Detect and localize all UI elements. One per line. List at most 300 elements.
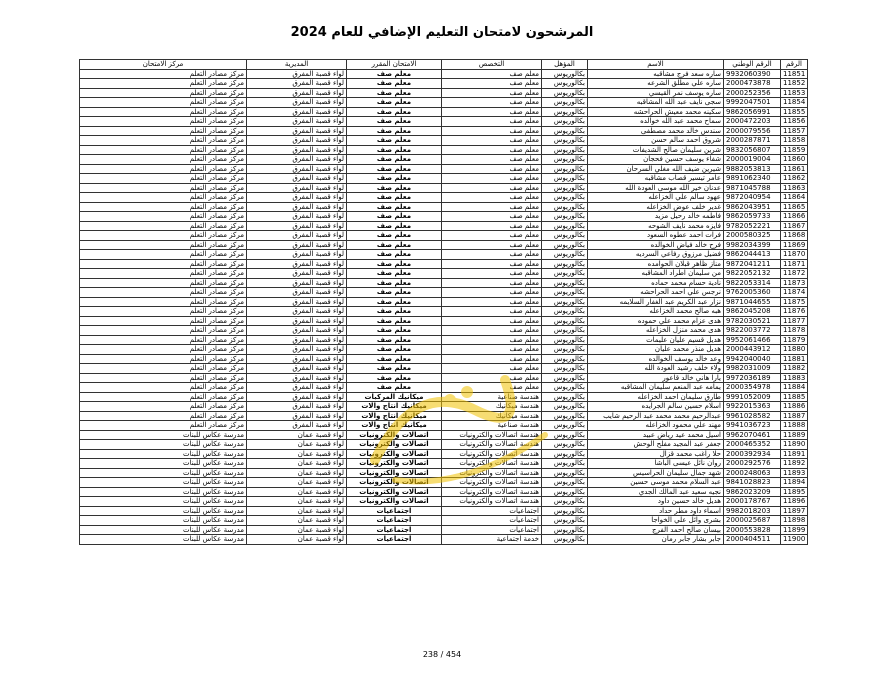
cell-exam-center: مدرسة عكاس للبنات: [80, 535, 247, 545]
cell-exam: ميكانيك انتاج وآلات: [347, 411, 442, 421]
cell-national-id: 2000473878: [724, 79, 781, 89]
cell-qualification: بكالوريوس: [542, 212, 588, 222]
cell-directorate: لواء قصبة عمان: [247, 440, 347, 450]
cell-qualification: بكالوريوس: [542, 126, 588, 136]
cell-specialization: معلم صف: [442, 79, 542, 89]
cell-national-id: 9832056807: [724, 145, 781, 155]
table-row: [80, 145, 808, 155]
cell-specialization: اجتماعيات: [442, 506, 542, 516]
cell-qualification: بكالوريوس: [542, 297, 588, 307]
cell-name: فضيل مرزوق رفاعي السرديه: [588, 250, 724, 260]
table-row: [80, 468, 808, 478]
cell-name: مناز ظاهر قبلان الحوامده: [588, 259, 724, 269]
cell-qualification: بكالوريوس: [542, 250, 588, 260]
table-row: [80, 364, 808, 374]
cell-specialization: معلم صف: [442, 269, 542, 279]
table-row: [80, 326, 808, 336]
cell-directorate: لواء قصبة المفرق: [247, 221, 347, 231]
cell-directorate: لواء قصبة عمان: [247, 506, 347, 516]
cell-qualification: بكالوريوس: [542, 440, 588, 450]
cell-directorate: لواء قصبة المفرق: [247, 383, 347, 393]
cell-exam: معلم صف: [347, 193, 442, 203]
cell-name: شرين سليمان صالح الشديفات: [588, 145, 724, 155]
cell-directorate: لواء قصبة المفرق: [247, 174, 347, 184]
cell-exam-center: مركز مصادر التعلم: [80, 421, 247, 431]
cell-specialization: معلم صف: [442, 212, 542, 222]
cell-directorate: لواء قصبة عمان: [247, 525, 347, 535]
cell-qualification: بكالوريوس: [542, 468, 588, 478]
cell-directorate: لواء قصبة المفرق: [247, 202, 347, 212]
cell-national-id: 9782052221: [724, 221, 781, 231]
cell-qualification: بكالوريوس: [542, 183, 588, 193]
cell-specialization: معلم صف: [442, 259, 542, 269]
cell-name: شفاء يوسف حسين فحجان: [588, 155, 724, 165]
cell-exam-center: مركز مصادر التعلم: [80, 117, 247, 127]
cell-name: هدى محمد منزل الخزاعله: [588, 326, 724, 336]
cell-national-id: 2000287871: [724, 136, 781, 146]
cell-national-id: 2000178767: [724, 497, 781, 507]
cell-number: 11859: [781, 145, 808, 155]
cell-exam-center: مركز مصادر التعلم: [80, 126, 247, 136]
cell-number: 11880: [781, 345, 808, 355]
cell-directorate: لواء قصبة المفرق: [247, 326, 347, 336]
cell-specialization: اجتماعيات: [442, 525, 542, 535]
cell-exam: معلم صف: [347, 212, 442, 222]
cell-specialization: معلم صف: [442, 231, 542, 241]
cell-number: 11858: [781, 136, 808, 146]
cell-national-id: 2000252356: [724, 88, 781, 98]
table-row: [80, 240, 808, 250]
table-row: [80, 79, 808, 89]
cell-directorate: لواء قصبة عمان: [247, 430, 347, 440]
cell-specialization: معلم صف: [442, 155, 542, 165]
cell-specialization: هندسة اتصالات والكترونيات: [442, 468, 542, 478]
cell-directorate: لواء قصبة المفرق: [247, 240, 347, 250]
cell-exam: معلم صف: [347, 117, 442, 127]
cell-exam: معلم صف: [347, 69, 442, 79]
cell-national-id: 2000354978: [724, 383, 781, 393]
cell-qualification: بكالوريوس: [542, 364, 588, 374]
cell-national-id: 9972036189: [724, 373, 781, 383]
cell-exam-center: مركز مصادر التعلم: [80, 345, 247, 355]
cell-qualification: بكالوريوس: [542, 231, 588, 241]
cell-national-id: 9871045788: [724, 183, 781, 193]
cell-directorate: لواء قصبة المفرق: [247, 231, 347, 241]
cell-qualification: بكالوريوس: [542, 421, 588, 431]
cell-qualification: بكالوريوس: [542, 202, 588, 212]
cell-number: 11884: [781, 383, 808, 393]
cell-qualification: بكالوريوس: [542, 326, 588, 336]
table-row: [80, 316, 808, 326]
table-row: [80, 193, 808, 203]
cell-exam: معلم صف: [347, 364, 442, 374]
cell-name: نرجس علي احمد الحراحشه: [588, 288, 724, 298]
cell-name: سجى نايف عبد الله المشاقبه: [588, 98, 724, 108]
cell-exam-center: مركز مصادر التعلم: [80, 411, 247, 421]
cell-directorate: لواء قصبة المفرق: [247, 316, 347, 326]
table-row: [80, 373, 808, 383]
cell-qualification: بكالوريوس: [542, 221, 588, 231]
cell-exam-center: مركز مصادر التعلم: [80, 136, 247, 146]
cell-exam-center: مركز مصادر التعلم: [80, 202, 247, 212]
cell-number: 11873: [781, 278, 808, 288]
cell-exam-center: مركز مصادر التعلم: [80, 326, 247, 336]
cell-national-id: 9941036723: [724, 421, 781, 431]
cell-name: ساره سعد فرج مشاقبه: [588, 69, 724, 79]
cell-name: بشرى وائل علي الخواجا: [588, 516, 724, 526]
cell-directorate: لواء قصبة المفرق: [247, 421, 347, 431]
cell-exam-center: مركز مصادر التعلم: [80, 259, 247, 269]
page-number: 238 / 454: [422, 650, 462, 659]
cell-national-id: 9822003772: [724, 326, 781, 336]
cell-qualification: بكالوريوس: [542, 383, 588, 393]
cell-specialization: معلم صف: [442, 145, 542, 155]
cell-exam: اتصالات والكترونيات: [347, 430, 442, 440]
cell-exam-center: مركز مصادر التعلم: [80, 364, 247, 374]
cell-exam-center: مركز مصادر التعلم: [80, 373, 247, 383]
cell-specialization: هندسة اتصالات والكترونيات: [442, 430, 542, 440]
cell-specialization: هندسة اتصالات والكترونيات: [442, 440, 542, 450]
cell-exam-center: مركز مصادر التعلم: [80, 392, 247, 402]
cell-directorate: لواء قصبة المفرق: [247, 288, 347, 298]
table-row: [80, 449, 808, 459]
cell-exam: اتصالات والكترونيات: [347, 487, 442, 497]
cell-directorate: لواء قصبة المفرق: [247, 117, 347, 127]
cell-specialization: معلم صف: [442, 69, 542, 79]
cell-specialization: معلم صف: [442, 98, 542, 108]
cell-exam: معلم صف: [347, 240, 442, 250]
cell-specialization: اجتماعيات: [442, 516, 542, 526]
cell-number: 11879: [781, 335, 808, 345]
cell-name: جعفر عبد المجيد مفلح الوحش: [588, 440, 724, 450]
cell-directorate: لواء قصبة المفرق: [247, 373, 347, 383]
cell-exam-center: مركز مصادر التعلم: [80, 98, 247, 108]
cell-name: هبه صالح محمد الخزاعله: [588, 307, 724, 317]
cell-qualification: بكالوريوس: [542, 88, 588, 98]
cell-number: 11871: [781, 259, 808, 269]
cell-specialization: هندسة صناعية: [442, 392, 542, 402]
cell-directorate: لواء قصبة المفرق: [247, 155, 347, 165]
cell-exam-center: مركز مصادر التعلم: [80, 69, 247, 79]
cell-specialization: معلم صف: [442, 136, 542, 146]
cell-name: ولاء خلف رشيد العودة الله: [588, 364, 724, 374]
cell-national-id: 9762005360: [724, 288, 781, 298]
cell-national-id: 9882053813: [724, 164, 781, 174]
table-row: [80, 459, 808, 469]
cell-national-id: 2000580325: [724, 231, 781, 241]
cell-number: 11897: [781, 506, 808, 516]
cell-name: ساره علي مطلق الشرعه: [588, 79, 724, 89]
cell-name: طارق سليمان احمد الخزاعله: [588, 392, 724, 402]
cell-directorate: لواء قصبة المفرق: [247, 145, 347, 155]
cell-exam: اتصالات والكترونيات: [347, 459, 442, 469]
table-row: [80, 69, 808, 79]
cell-name: هديل منذر محمد عليان: [588, 345, 724, 355]
table-row: [80, 136, 808, 146]
cell-exam-center: مركز مصادر التعلم: [80, 155, 247, 165]
cell-directorate: لواء قصبة المفرق: [247, 345, 347, 355]
cell-number: 11890: [781, 440, 808, 450]
cell-national-id: 9822053314: [724, 278, 781, 288]
table-row: [80, 392, 808, 402]
cell-national-id: 2000465352: [724, 440, 781, 450]
cell-qualification: بكالوريوس: [542, 345, 588, 355]
table-row: [80, 231, 808, 241]
cell-exam-center: مركز مصادر التعلم: [80, 79, 247, 89]
header-name: الاسم: [588, 60, 724, 70]
candidates-table: [79, 59, 808, 545]
cell-national-id: 2000472203: [724, 117, 781, 127]
cell-number: 11876: [781, 307, 808, 317]
cell-exam: معلم صف: [347, 98, 442, 108]
cell-national-id: 2000079556: [724, 126, 781, 136]
cell-number: 11852: [781, 79, 808, 89]
table-row: [80, 259, 808, 269]
cell-exam-center: مركز مصادر التعلم: [80, 278, 247, 288]
cell-specialization: معلم صف: [442, 278, 542, 288]
table-row: [80, 107, 808, 117]
cell-exam-center: مدرسة عكاس للبنات: [80, 497, 247, 507]
cell-number: 11872: [781, 269, 808, 279]
cell-name: مهند علي محمود الخزاعله: [588, 421, 724, 431]
cell-exam: اتصالات والكترونيات: [347, 497, 442, 507]
cell-exam-center: مركز مصادر التعلم: [80, 212, 247, 222]
cell-specialization: معلم صف: [442, 174, 542, 184]
cell-exam: معلم صف: [347, 155, 442, 165]
cell-exam: اجتماعيات: [347, 525, 442, 535]
cell-national-id: 9932060390: [724, 69, 781, 79]
cell-exam: اجتماعيات: [347, 516, 442, 526]
cell-exam-center: مدرسة عكاس للبنات: [80, 487, 247, 497]
cell-national-id: 9982034399: [724, 240, 781, 250]
cell-exam: معلم صف: [347, 345, 442, 355]
cell-national-id: 9871044655: [724, 297, 781, 307]
table-row: [80, 525, 808, 535]
cell-number: 11886: [781, 402, 808, 412]
cell-name: غدير خلف عوض الخزاعله: [588, 202, 724, 212]
cell-number: 11856: [781, 117, 808, 127]
cell-exam-center: مدرسة عكاس للبنات: [80, 449, 247, 459]
cell-directorate: لواء قصبة عمان: [247, 459, 347, 469]
table-row: [80, 335, 808, 345]
cell-exam-center: مركز مصادر التعلم: [80, 145, 247, 155]
cell-name: شيرين ضيف الله مغلي السرحان: [588, 164, 724, 174]
cell-specialization: هندسة اتصالات والكترونيات: [442, 497, 542, 507]
cell-exam: اتصالات والكترونيات: [347, 478, 442, 488]
cell-qualification: بكالوريوس: [542, 193, 588, 203]
cell-qualification: بكالوريوس: [542, 487, 588, 497]
cell-number: 11855: [781, 107, 808, 117]
cell-specialization: معلم صف: [442, 88, 542, 98]
cell-exam-center: مركز مصادر التعلم: [80, 288, 247, 298]
cell-qualification: بكالوريوس: [542, 69, 588, 79]
cell-qualification: بكالوريوس: [542, 174, 588, 184]
cell-number: 11887: [781, 411, 808, 421]
table-row: [80, 88, 808, 98]
cell-name: عبد السلام محمد موسى حسين: [588, 478, 724, 488]
cell-name: اسماء داود مطر حداد: [588, 506, 724, 516]
header-specialization: التخصص: [442, 60, 542, 70]
cell-specialization: خدمة اجتماعية: [442, 535, 542, 545]
cell-exam-center: مركز مصادر التعلم: [80, 402, 247, 412]
cell-directorate: لواء قصبة المفرق: [247, 392, 347, 402]
cell-specialization: هندسة ميكانيك: [442, 402, 542, 412]
cell-directorate: لواء قصبة المفرق: [247, 269, 347, 279]
table-row: [80, 126, 808, 136]
cell-qualification: بكالوريوس: [542, 354, 588, 364]
cell-exam-center: مركز مصادر التعلم: [80, 354, 247, 364]
cell-number: 11875: [781, 297, 808, 307]
cell-number: 11878: [781, 326, 808, 336]
cell-number: 11892: [781, 459, 808, 469]
cell-national-id: 9862045208: [724, 307, 781, 317]
cell-qualification: بكالوريوس: [542, 402, 588, 412]
cell-specialization: معلم صف: [442, 250, 542, 260]
cell-national-id: 2000019004: [724, 155, 781, 165]
cell-name: هدى عزام محمد علي حموده: [588, 316, 724, 326]
table-row: [80, 155, 808, 165]
cell-national-id: 9841028823: [724, 478, 781, 488]
cell-specialization: معلم صف: [442, 383, 542, 393]
cell-exam-center: مدرسة عكاس للبنات: [80, 516, 247, 526]
cell-national-id: 2000404511: [724, 535, 781, 545]
cell-exam-center: مدرسة عكاس للبنات: [80, 430, 247, 440]
cell-name: فرات احمد عطوه السعود: [588, 231, 724, 241]
table-row: [80, 411, 808, 421]
cell-exam: معلم صف: [347, 316, 442, 326]
cell-number: 11853: [781, 88, 808, 98]
cell-exam: معلم صف: [347, 269, 442, 279]
cell-directorate: لواء قصبة عمان: [247, 497, 347, 507]
cell-qualification: بكالوريوس: [542, 79, 588, 89]
cell-exam: اجتماعيات: [347, 535, 442, 545]
cell-exam-center: مدرسة عكاس للبنات: [80, 468, 247, 478]
cell-directorate: لواء قصبة المفرق: [247, 259, 347, 269]
cell-exam: معلم صف: [347, 202, 442, 212]
cell-specialization: معلم صف: [442, 221, 542, 231]
cell-number: 11894: [781, 478, 808, 488]
cell-exam: معلم صف: [347, 335, 442, 345]
cell-name: يمامه عبد المنعم سليمان المشاقبه: [588, 383, 724, 393]
cell-directorate: لواء قصبة عمان: [247, 478, 347, 488]
cell-exam: اتصالات والكترونيات: [347, 468, 442, 478]
table-row: [80, 250, 808, 260]
cell-number: 11898: [781, 516, 808, 526]
cell-specialization: معلم صف: [442, 354, 542, 364]
table-row: [80, 478, 808, 488]
cell-qualification: بكالوريوس: [542, 240, 588, 250]
cell-name: نجيه سعيد عبد المالك الجدي: [588, 487, 724, 497]
table-row: [80, 183, 808, 193]
cell-directorate: لواء قصبة المفرق: [247, 136, 347, 146]
cell-qualification: بكالوريوس: [542, 535, 588, 545]
cell-number: 11874: [781, 288, 808, 298]
cell-exam-center: مركز مصادر التعلم: [80, 174, 247, 184]
cell-name: اسلام حسين سالم الجرايده: [588, 402, 724, 412]
cell-exam: معلم صف: [347, 221, 442, 231]
cell-exam-center: مركز مصادر التعلم: [80, 240, 247, 250]
cell-number: 11851: [781, 69, 808, 79]
cell-national-id: 9891062340: [724, 174, 781, 184]
cell-national-id: 9982018203: [724, 506, 781, 516]
table-row: [80, 535, 808, 545]
cell-national-id: 9982031009: [724, 364, 781, 374]
cell-exam: معلم صف: [347, 354, 442, 364]
cell-directorate: لواء قصبة عمان: [247, 487, 347, 497]
cell-exam-center: مركز مصادر التعلم: [80, 221, 247, 231]
cell-national-id: 9991052009: [724, 392, 781, 402]
table-row: [80, 117, 808, 127]
cell-specialization: معلم صف: [442, 288, 542, 298]
cell-specialization: هندسة اتصالات والكترونيات: [442, 459, 542, 469]
cell-qualification: بكالوريوس: [542, 259, 588, 269]
cell-specialization: معلم صف: [442, 335, 542, 345]
cell-number: 11866: [781, 212, 808, 222]
cell-name: حلا راغب محمد قزال: [588, 449, 724, 459]
cell-directorate: لواء قصبة المفرق: [247, 297, 347, 307]
cell-number: 11891: [781, 449, 808, 459]
cell-exam: معلم صف: [347, 126, 442, 136]
header-national-id: الرقم الوطني: [724, 60, 781, 70]
cell-qualification: بكالوريوس: [542, 506, 588, 516]
cell-number: 11893: [781, 468, 808, 478]
cell-exam: ميكانيك انتاج وآلات: [347, 402, 442, 412]
table-row: [80, 269, 808, 279]
table-row: [80, 354, 808, 364]
cell-directorate: لواء قصبة المفرق: [247, 212, 347, 222]
cell-exam-center: مدرسة عكاس للبنات: [80, 440, 247, 450]
cell-exam: معلم صف: [347, 373, 442, 383]
table-row: [80, 202, 808, 212]
cell-number: 11881: [781, 354, 808, 364]
table-row: [80, 430, 808, 440]
cell-exam-center: مركز مصادر التعلم: [80, 164, 247, 174]
table-row: [80, 221, 808, 231]
cell-national-id: 2000025687: [724, 516, 781, 526]
page-title: المرشحون لامتحان التعليم الإضافي للعام 2024: [290, 25, 594, 40]
table-body: [80, 69, 808, 544]
cell-number: 11883: [781, 373, 808, 383]
cell-directorate: لواء قصبة المفرق: [247, 250, 347, 260]
cell-specialization: هندسة اتصالات والكترونيات: [442, 478, 542, 488]
cell-exam-center: مركز مصادر التعلم: [80, 307, 247, 317]
cell-qualification: بكالوريوس: [542, 164, 588, 174]
cell-number: 11877: [781, 316, 808, 326]
cell-national-id: 2000443912: [724, 345, 781, 355]
cell-name: عهود سالم علي الخزاعله: [588, 193, 724, 203]
table-row: [80, 307, 808, 317]
cell-exam-center: مركز مصادر التعلم: [80, 231, 247, 241]
cell-directorate: لواء قصبة المفرق: [247, 354, 347, 364]
cell-directorate: لواء قصبة المفرق: [247, 183, 347, 193]
cell-name: عدنان خير الله موسى العودة الله: [588, 183, 724, 193]
cell-national-id: 9961028582: [724, 411, 781, 421]
cell-qualification: بكالوريوس: [542, 335, 588, 345]
cell-name: نزار عبد الكريم عبد الغفار السلايمه: [588, 297, 724, 307]
cell-qualification: بكالوريوس: [542, 117, 588, 127]
cell-directorate: لواء قصبة المفرق: [247, 278, 347, 288]
cell-qualification: بكالوريوس: [542, 430, 588, 440]
cell-national-id: 9862056991: [724, 107, 781, 117]
cell-number: 11857: [781, 126, 808, 136]
cell-directorate: لواء قصبة المفرق: [247, 411, 347, 421]
cell-qualification: بكالوريوس: [542, 269, 588, 279]
cell-exam: معلم صف: [347, 88, 442, 98]
cell-number: 11864: [781, 193, 808, 203]
cell-exam-center: مركز مصادر التعلم: [80, 88, 247, 98]
table-row: [80, 164, 808, 174]
cell-specialization: معلم صف: [442, 117, 542, 127]
